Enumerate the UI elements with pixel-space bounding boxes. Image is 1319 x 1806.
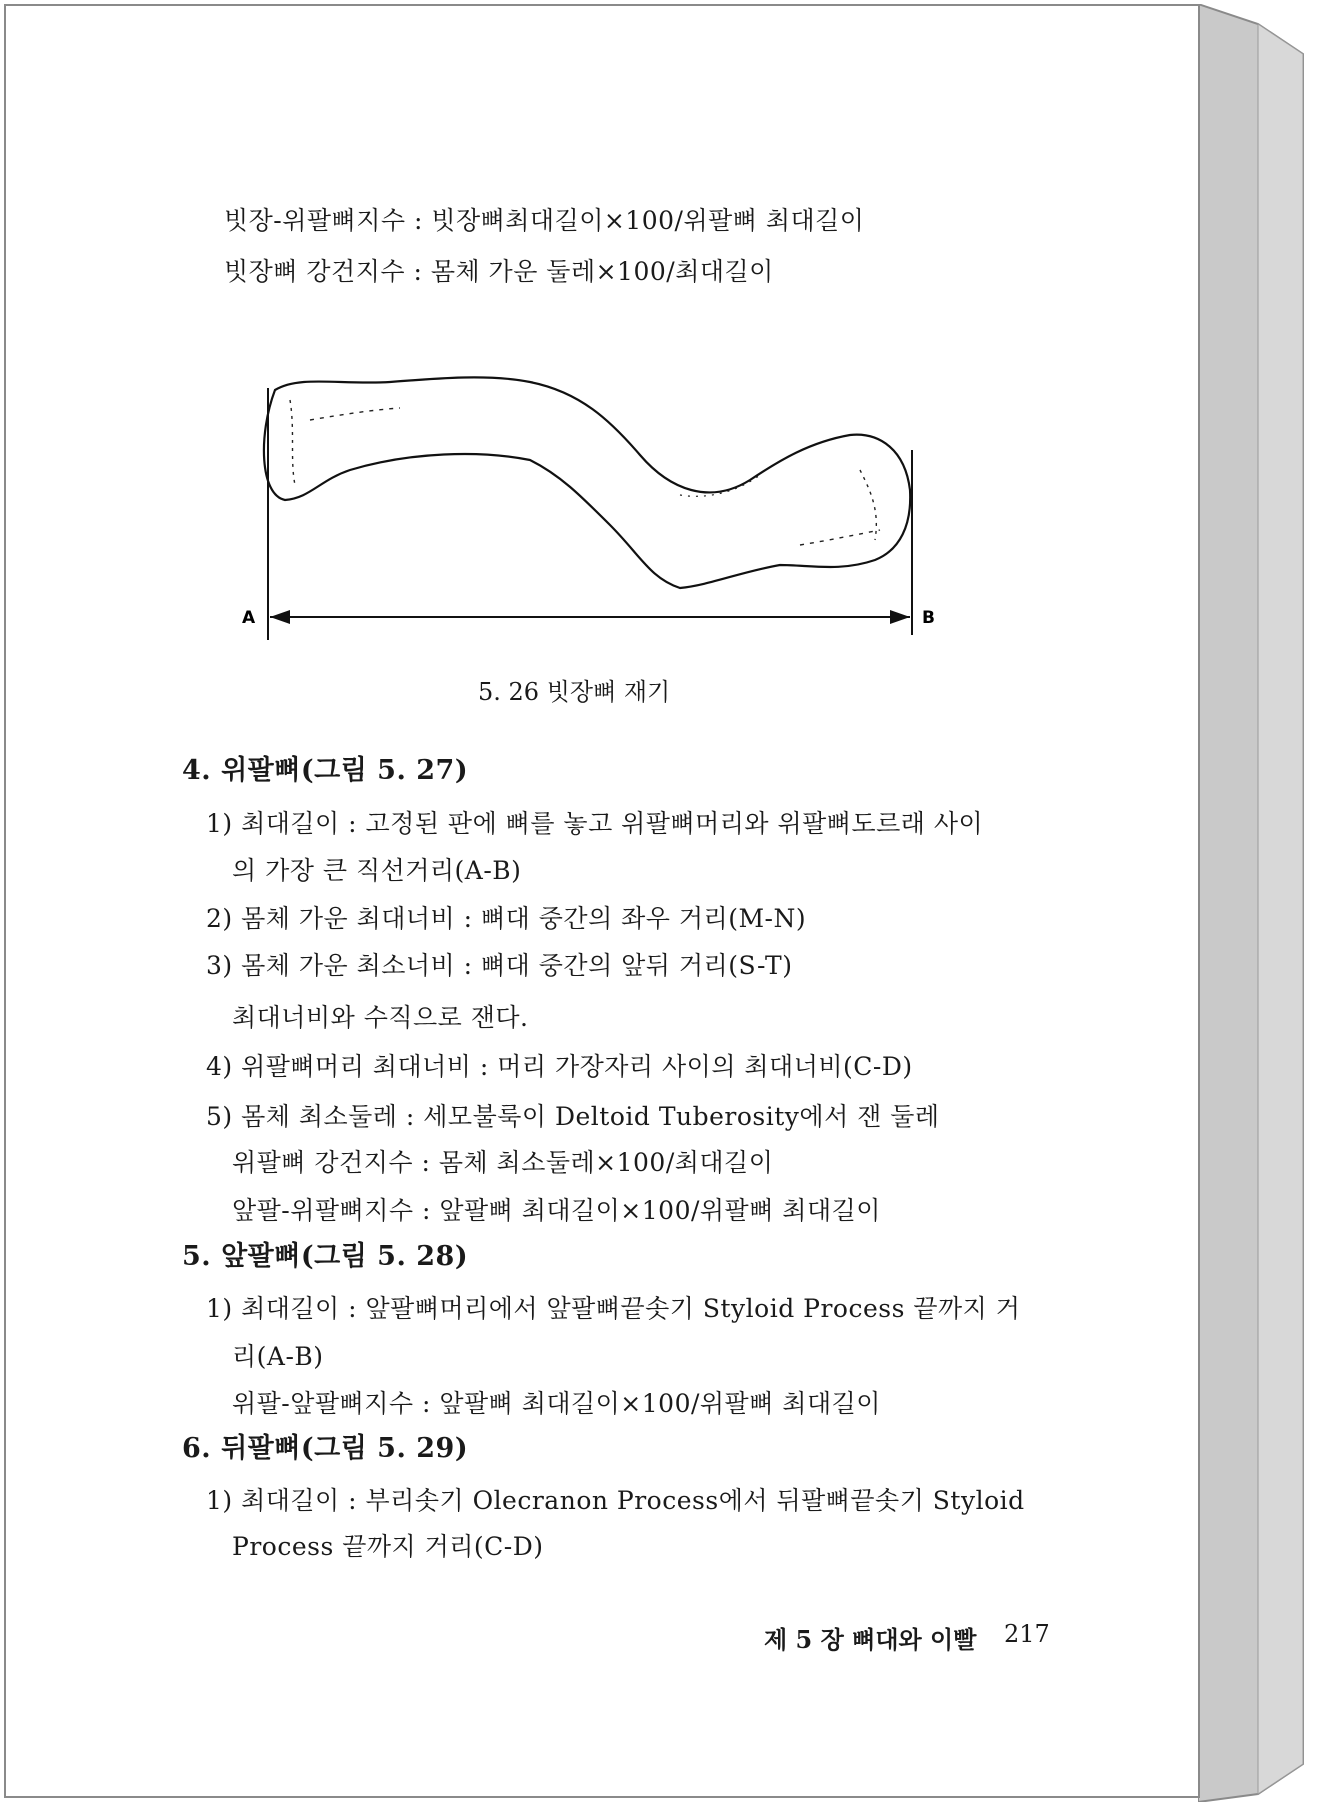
clavicle-detail-right [860,470,876,540]
humerus-item-2: 2) 몸체 가운 최대너비 : 뼈대 중간의 좌우 거리(M-N) [206,904,807,933]
ulna-item-1: 1) 최대길이 : 부리솟기 Olecranon Process에서 뒤팔뼈끝솟기 Styloid [206,1486,1025,1515]
section-heading-ulna: 6. 뒤팔뼈(그림 5. 29) [182,1433,469,1464]
figure-label-b: B [922,608,935,628]
humerus-item-3-cont: 최대너비와 수직으로 잰다. [232,1003,529,1032]
book-spine [1198,4,1318,1802]
clavicle-detail-left [290,400,295,485]
section-heading-humerus: 4. 위팔뼈(그림 5. 27) [182,755,469,786]
arrow-head-right [890,610,910,624]
radius-item-1-cont: 리(A-B) [232,1342,324,1371]
figure-label-a: A [242,608,256,628]
ulna-item-1-cont: Process 끝까지 거리(C-D) [232,1532,544,1561]
figure-caption: 5. 26 빗장뼈 재기 [478,678,671,706]
humerus-item-1: 1) 최대길이 : 고정된 판에 뼈를 놓고 위팔뼈머리와 위팔뼈도르래 사이 [206,809,984,838]
humerus-item-1-cont: 의 가장 큰 직선거리(A-B) [232,856,522,885]
section-heading-radius: 5. 앞팔뼈(그림 5. 28) [182,1241,469,1272]
formula-clavicle-humerus-index: 빗장-위팔뼈지수 : 빗장뼈최대길이×100/위팔뼈 최대길이 [224,206,865,235]
humerus-radius-index: 위팔-앞팔뼈지수 : 앞팔뼈 최대길이×100/위팔뼈 최대길이 [232,1389,881,1418]
forearm-humerus-index: 앞팔-위팔뼈지수 : 앞팔뼈 최대길이×100/위팔뼈 최대길이 [232,1196,881,1225]
formula-clavicle-robusticity-index: 빗장뼈 강건지수 : 몸체 가운 둘레×100/최대길이 [224,257,774,286]
radius-item-1: 1) 최대길이 : 앞팔뼈머리에서 앞팔뼈끝솟기 Styloid Process 끝까지 거 [206,1294,1021,1323]
arrow-head-left [270,610,290,624]
clavicle-outline [264,377,910,588]
clavicle-detail-mid [680,475,760,496]
humerus-item-5: 5) 몸체 최소둘레 : 세모불룩이 Deltoid Tuberosity에서 잰 둘레 [206,1102,940,1131]
clavicle-measurement-figure [240,360,940,650]
humerus-item-3: 3) 몸체 가운 최소너비 : 뼈대 중간의 앞뒤 거리(S-T) [206,951,793,980]
clavicle-detail-top [310,408,400,420]
page-number: 217 [1004,1620,1050,1648]
running-footer-chapter: 제 5 장 뼈대와 이빨 [764,1625,977,1654]
humerus-robusticity-index: 위팔뼈 강건지수 : 몸체 최소둘레×100/최대길이 [232,1148,774,1177]
clavicle-detail-bottom [800,530,880,545]
humerus-item-4: 4) 위팔뼈머리 최대너비 : 머리 가장자리 사이의 최대너비(C-D) [206,1052,913,1081]
